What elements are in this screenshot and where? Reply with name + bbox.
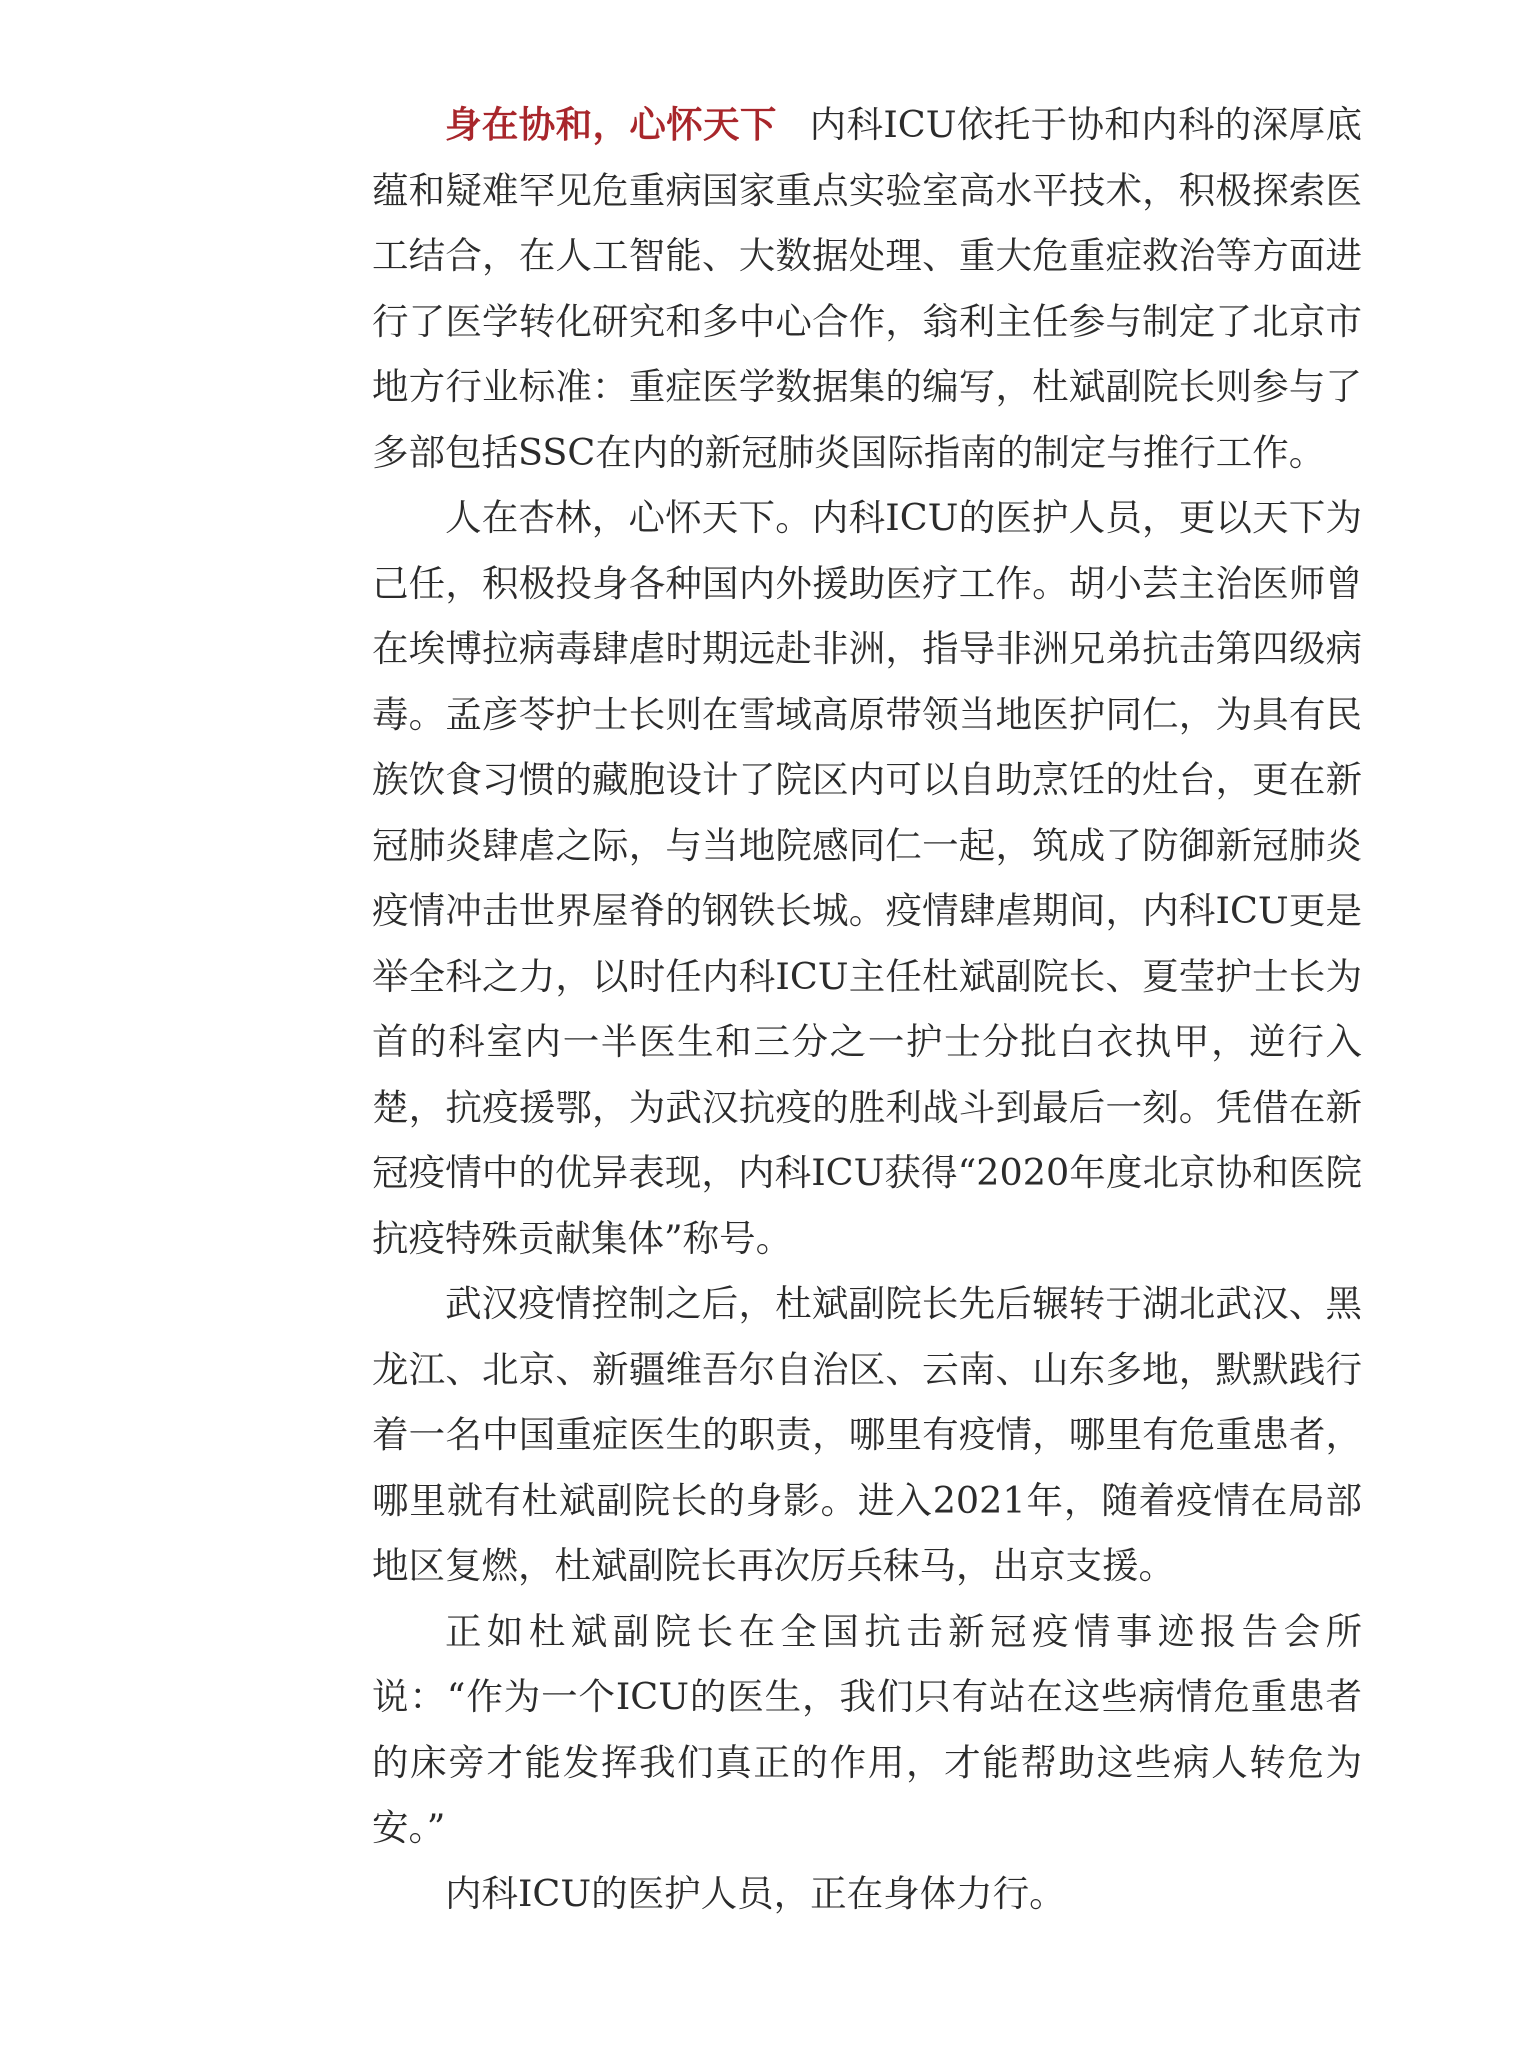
article-body	[372, 92, 1362, 1926]
paragraph-1-text: 内科ICU依托于协和内科的深厚底蕴和疑难罕见危重病国家重点实验室高水平技术，积极探索医工结合，在人工智能、大数据处理、重大危重症救治等方面进行了医学转化研究和多中心合作，翁利主任参与制定了北京市地方行业标准：重症医学数据集的编写，杜斌副院长则参与了多部包括SSC在内的新冠肺炎国际指南的制定与推行工作。	[372, 103, 1363, 474]
paragraph-2: 人在杏林，心怀天下。内科ICU的医护人员，更以天下为己任，积极投身各种国内外援助医疗工作。胡小芸主治医师曾在埃博拉病毒肆虐时期远赴非洲，指导非洲兄弟抗击第四级病毒。孟彦苓护士长则在雪域高原带领当地医护同仁，为具有民族饮食习惯的藏胞设计了院区内可以自助烹饪的灶台，更在新冠肺炎肆虐之际，与当地院感同仁一起，筑成了防御新冠肺炎疫情冲击世界屋脊的钢铁长城。疫情肆虐期间，内科ICU更是举全科之力，以时任内科ICU主任杜斌副院长、夏莹护士长为首的科室内一半医生和三分之一护士分批白衣执甲，逆行入楚，抗疫援鄂，为武汉抗疫的胜利战斗到最后一刻。凭借在新冠疫情中的优异表现，内科ICU获得“2020年度北京协和医院抗疫特殊贡献集体”称号。	[372, 496, 1362, 1260]
paragraph-4: 正如杜斌副院长在全国抗击新冠疫情事迹报告会所说：“作为一个ICU的医生，我们只有站在这些病情危重患者的床旁才能发挥我们真正的作用，才能帮助这些病人转危为安。”	[372, 1609, 1362, 1849]
paragraph-5: 内科ICU的医护人员，正在身体力行。	[445, 1871, 1066, 1915]
paragraph-3: 武汉疫情控制之后，杜斌副院长先后辗转于湖北武汉、黑龙江、北京、新疆维吾尔自治区、云南、山东多地，默默践行着一名中国重症医生的职责，哪里有疫情，哪里有危重患者，哪里就有杜斌副院长的身影。进入2021年，随着疫情在局部地区复燃，杜斌副院长再次厉兵秣马，出京支援。	[372, 1282, 1362, 1587]
paragraph-1	[372, 92, 1362, 485]
section-lead-title: 身在协和，心怀天下	[445, 103, 777, 146]
